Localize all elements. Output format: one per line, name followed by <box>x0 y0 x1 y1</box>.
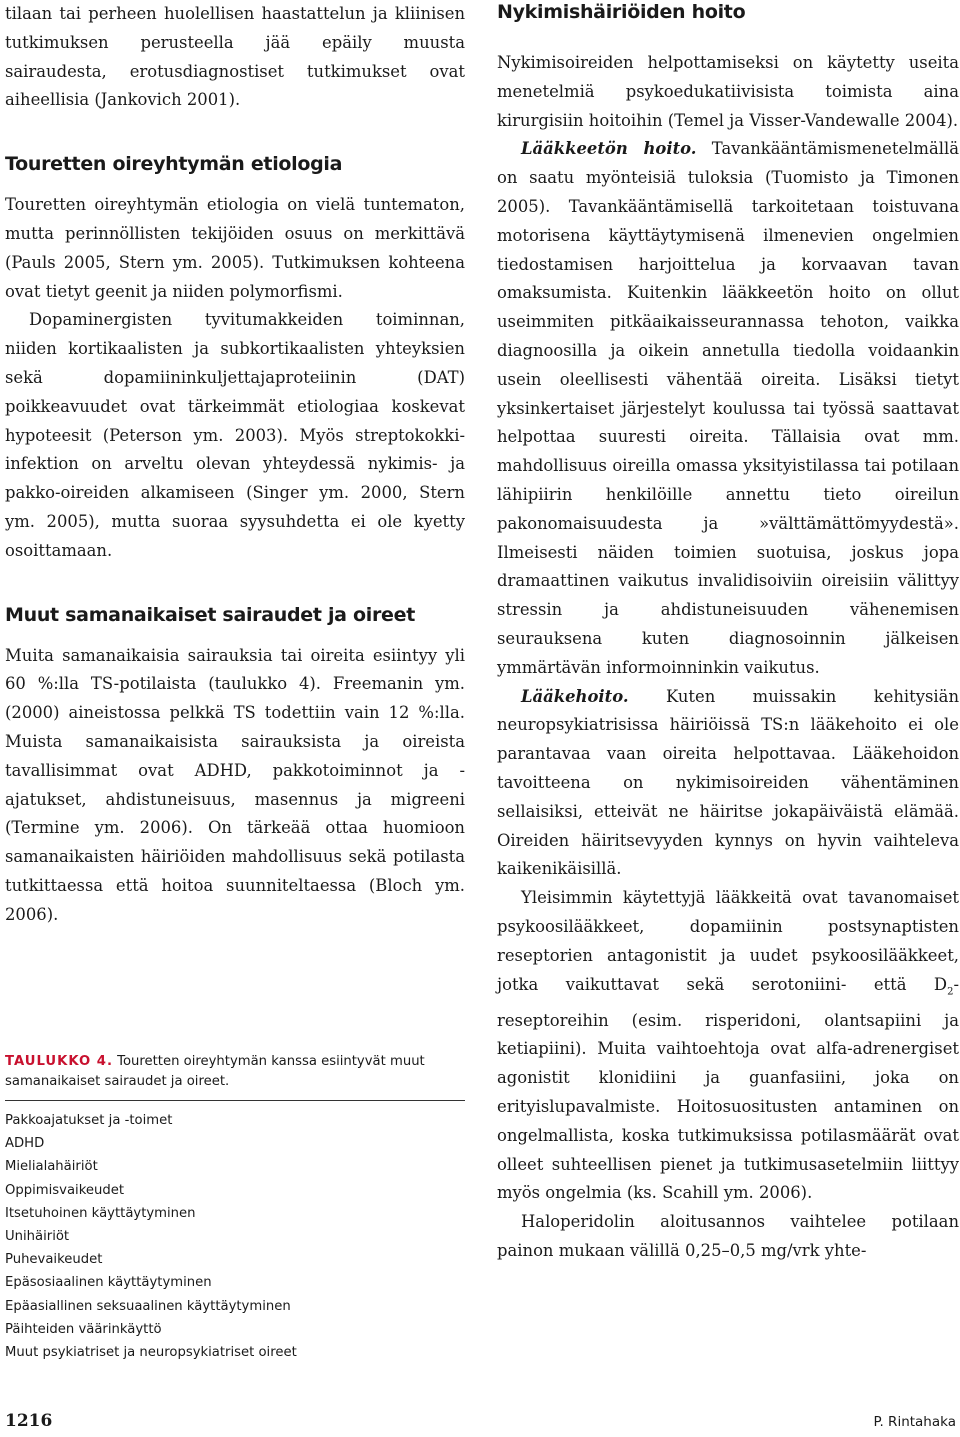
table-top-rule <box>5 1100 465 1101</box>
right-column <box>497 0 959 1266</box>
haloperidol-paragraph: Haloperidolin aloitusannos vaihtelee potilaan painon mukaan välillä 0,25–0,5 mg/vrk yhte- <box>497 1212 959 1260</box>
table-item: Pakkoajatukset ja -toimet <box>5 1113 173 1128</box>
nonpharm-text: Tavankääntämismenetelmällä on saatu myönteisiä tuloksia (Tuomisto ja Timonen 2005). Tavankääntämisellä tarkoitetaan toistuvana motorisena käyttäytymisenä ilmenevien ongelmien tiedostamisen harjoittelua ja korvaavan tavan omaksumista. Kuitenkin lääkkeetön hoito on ollut useimmiten pitkäaikaisseurannassa tehoton, vaikka diagnoosilla ja oikein annetulla tiedolla voidaankin usein oleellisesti vähentää oireita. Lisäksi tietyt yksinkertaiset järjestelyt koulussa tai työssä saattavat helpottaa suuresti oireita. Tällaisia ovat mm. mahdollisuus oireilla omassa yksityistilassa tai potilaan lähipiirin henkilöille annettu tieto oireilun pakonomaisuudesta ja »välttämättömyydestä». Ilmeisesti näiden toimien suotuisa, joskus jopa dramaattinen vaikutus invalidisoiviin oireisiin välittyy stressin ja ahdistuneisuuden vähenemisen seurauksena kuten diagnosoinnin jälkeisen ymmärtävän informoinninkin vaikutus. <box>497 139 959 677</box>
comorbid-paragraph: Muita samanaikaisia sairauksia tai oireita esiintyy yli 60 %:lla TS-potilaista (taulukko 4). Freemanin ym. (2000) aineistossa pelkkä TS todettiin vain 12 %:lla. Muista samanaikaisista sairauksista ja oireista tavallisimmat ovat ADHD, pakkotoiminnot ja -ajatukset, ahdistuneisuus, masennus ja migreeni (Termine ym. 2006). On tärkeää ottaa huomioon samanaikaisten häiriöiden mahdollisuus sekä potilasta tutkittaessa että hoitoa suunniteltaessa (Bloch ym. 2006). <box>5 645 465 924</box>
etiology-paragraph-1: Touretten oireyhtymän etiologia on vielä tuntematon, mutta perinnöllisten tekijöiden osuus on merkittävä (Pauls 2005, Stern ym. 2005). Tutkimuksen kohteena ovat tietyt geenit ja niiden polymorfismi. <box>5 195 465 301</box>
page-number: 1216 <box>5 1411 53 1431</box>
drugs-paragraph <box>497 884 959 1208</box>
treatment-heading: Nykimishäiriöiden hoito <box>497 1 746 23</box>
table-item: Epäasiallinen seksuaalinen käyttäytyminen <box>5 1298 291 1314</box>
table-item: Itsetuhoinen käyttäytyminen <box>5 1205 196 1221</box>
comorbid-heading: Muut samanaikaiset sairaudet ja oireet <box>5 603 416 626</box>
table-4 <box>5 1052 465 1364</box>
etiology-heading: Touretten oireyhtymän etiologia <box>5 153 343 176</box>
table-item: Puhevaikeudet <box>5 1252 103 1268</box>
table-item: Epäsosiaalinen käyttäytyminen <box>5 1275 212 1291</box>
author-name: P. Rintahaka <box>873 1414 956 1430</box>
table-caption <box>5 1052 465 1092</box>
drugs-subscript: 2 <box>947 985 954 997</box>
left-column <box>5 0 465 1361</box>
nonpharm-paragraph <box>497 135 959 682</box>
pharm-paragraph <box>497 683 959 885</box>
table-item: Mielialahäiriöt <box>5 1159 98 1175</box>
treatment-paragraph-1: Nykimisoireiden helpottamiseksi on käytetty useita menetelmiä psykoedukatiivisista toimista aina kirurgisiin hoitoihin (Temel ja Visser-Vandewalle 2004). <box>497 53 959 130</box>
intro-paragraph: tilaan tai perheen huolellisen haastattelun ja kliinisen tutkimuksen perusteella jää epäily muusta sairaudesta, erotusdiagnostiset tutkimukset ovat aiheellisia (Jankovich 2001). <box>5 4 465 110</box>
etiology-paragraph-2: Dopaminergisten tyvitumakkeiden toiminnan, niiden kortikaalisten ja subkortikaalisten yhteyksien sekä dopamiininkuljettajaproteiinin (DAT) poikkeavuudet ovat tärkeimmät etiologiaa koskevat hypoteesit (Peterson ym. 2003). Myös streptokokki-infektion on arveltu olevan yhteydessä nykimis- ja pakko-oireiden alkamiseen (Singer ym. 2000, Stern ym. 2005), mutta suoraa syysuhdetta ei ole kyetty osoittamaan. <box>5 310 465 560</box>
pharm-text: Kuten muissakin kehitysiän neuropsykiatrisissa häiriöissä TS:n lääkehoito ei ole parantavaa vaan oireita helpottavaa. Lääkehoidon tavoitteena on nykimisoireiden vähentäminen sellaisiksi, etteivät ne häiritse jokapäiväistä elämää. Oireiden häiritsevyyden kynnys on hyvin vaihteleva kaikenikäisillä. <box>497 686 959 879</box>
table-item-list <box>5 1109 465 1364</box>
nonpharm-label: Lääkkeetön hoito. <box>521 139 697 159</box>
pharm-label: Lääkehoito. <box>521 686 629 706</box>
drugs-text-before: Yleisimmin käytettyjä lääkkeitä ovat tavanomaiset psykoosilääkkeet, dopamiinin postsynaptisten reseptorien antagonistit ja uudet psykoosilääkkeet, jotka vaikuttavat sekä serotoniini- että D <box>497 888 959 994</box>
table-item: ADHD <box>5 1136 45 1152</box>
table-item: Muut psykiatriset ja neuropsykiatriset oireet <box>5 1345 297 1361</box>
table-item: Unihäiriöt <box>5 1229 70 1245</box>
table-item: Päihteiden väärinkäyttö <box>5 1321 162 1337</box>
table-label: TAULUKKO 4. <box>5 1054 113 1069</box>
table-item: Oppimisvaikeudet <box>5 1182 125 1198</box>
drugs-text-after: -reseptoreihin (esim. risperidoni, olantsapiini ja ketiapiini). Muita vaihtoehtoja ovat alfa-adrenergiset agonistit klonidiini ja guanfasiini, joka on erityislupavalmiste. Hoitosuositusten antaminen on ongelmallista, koska tutkimuksissa potilasmäärät ovat olleet suhteellisen pienet ja tutkimusasetelmiin liittyy myös ongelmia (ks. Scahill ym. 2006). <box>497 974 959 1203</box>
table-caption-text: Touretten oireyhtymän kanssa esiintyvät muut samanaikaiset sairaudet ja oireet. <box>5 1054 425 1089</box>
